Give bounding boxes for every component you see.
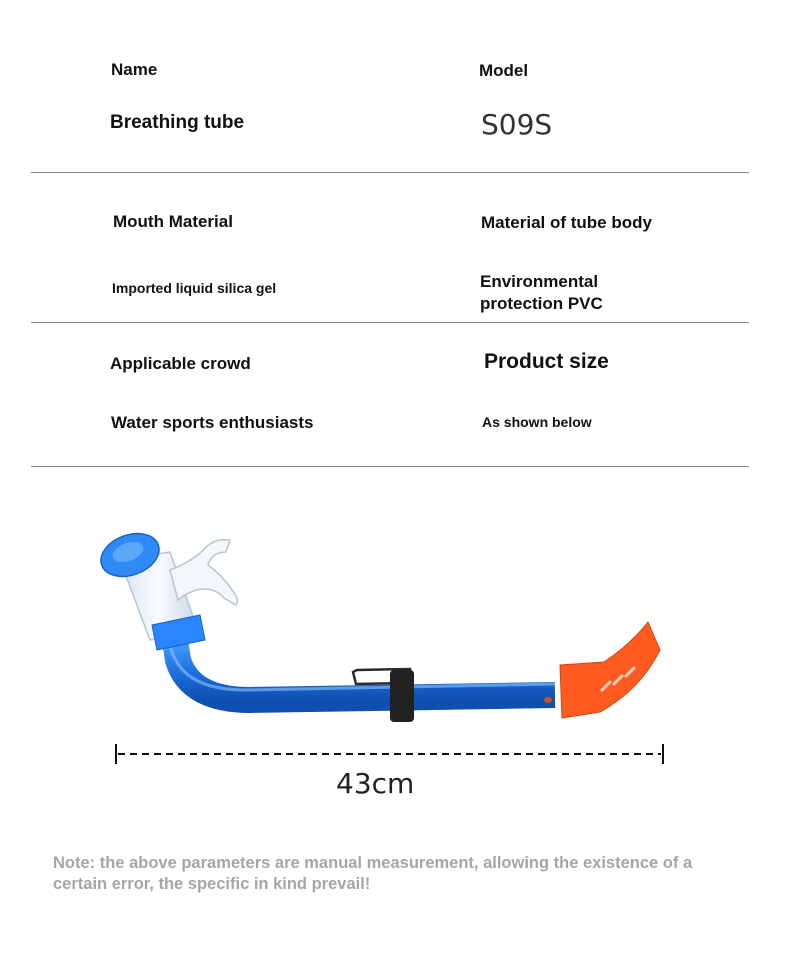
mouth-material-label: Mouth Material [113, 212, 233, 231]
divider [31, 466, 749, 467]
divider [31, 322, 749, 323]
tube-material-value [480, 271, 603, 315]
snorkel-illustration [0, 470, 790, 770]
divider [31, 172, 749, 173]
note-line-1: Note: the above parameters are manual measurement, allowing the existence of a [53, 854, 693, 872]
length-label: 43cm [336, 767, 415, 800]
orange-tip [560, 622, 660, 718]
mouth-material-value: Imported liquid silica gel [112, 280, 277, 296]
model-label: Model [479, 61, 529, 80]
note-line-2: certain error, the specific in kind prevail! [53, 875, 371, 893]
mouthpiece [170, 540, 237, 605]
tube-material-value-line1: Environmental [480, 272, 599, 291]
clip-strap [390, 670, 414, 722]
model-value: S09S [481, 108, 553, 141]
note-text [53, 853, 753, 895]
crowd-label: Applicable crowd [110, 354, 251, 373]
name-label: Name [111, 60, 158, 79]
name-value: Breathing tube [110, 112, 245, 133]
crowd-value: Water sports enthusiasts [111, 413, 314, 432]
tube-material-label: Material of tube body [481, 213, 652, 232]
tube-material-value-line2: protection PVC [480, 294, 603, 313]
size-value: As shown below [482, 414, 592, 430]
size-label: Product size [484, 350, 609, 373]
